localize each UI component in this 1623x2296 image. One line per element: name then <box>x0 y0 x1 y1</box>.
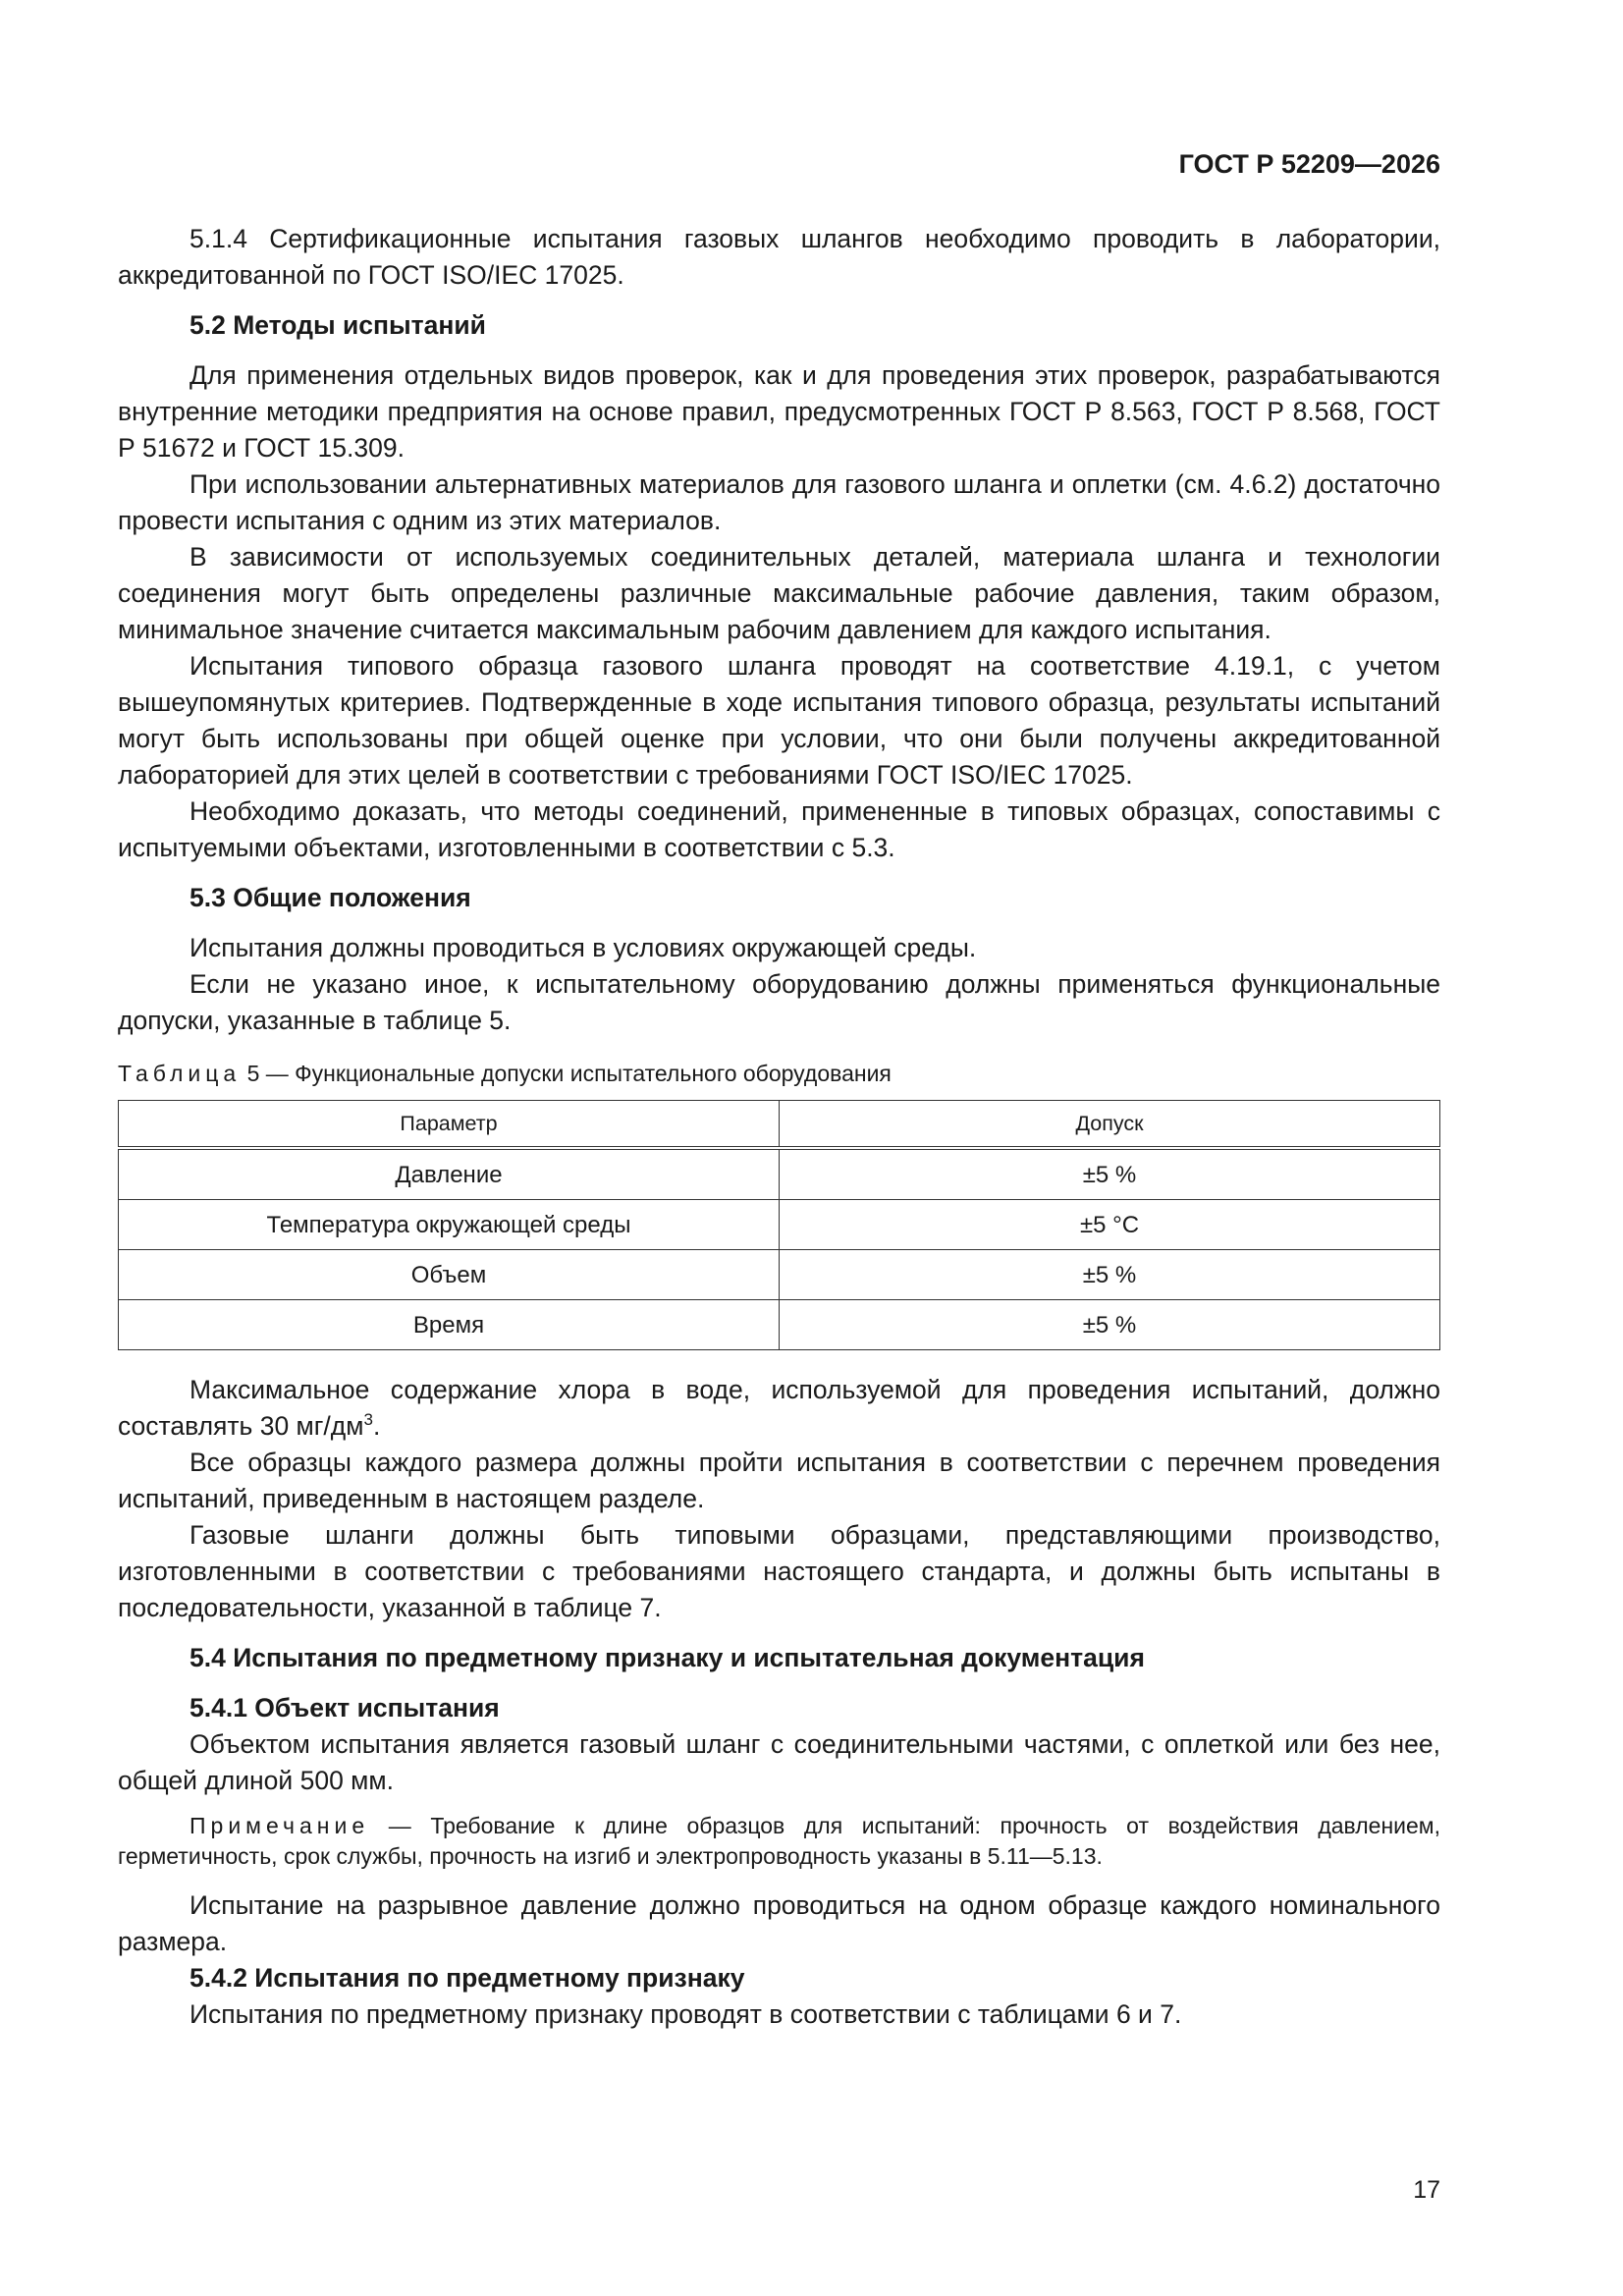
table-header-row <box>119 1101 1440 1149</box>
paragraph: Испытания должны проводиться в условиях окружающей среды. <box>189 933 977 962</box>
section-5-2-title: 5.2 Методы испытаний <box>189 310 486 340</box>
table-cell: Температура окружающей среды <box>119 1200 780 1250</box>
paragraph-chlorine <box>118 1372 1440 1445</box>
paragraph: Испытание на разрывное давление должно проводиться на одном образце каждого номинального размера. <box>118 1890 1440 1956</box>
table-caption-text: 5 — Функциональные допуски испытательного оборудования <box>241 1061 892 1086</box>
document-id-header: ГОСТ Р 52209—2026 <box>1178 149 1440 179</box>
note <box>118 1811 1440 1872</box>
section-5-4-1-title: 5.4.1 Объект испытания <box>189 1693 500 1722</box>
paragraph: Испытания типового образца газового шланга проводят на соответствие 4.19.1, с учетом вышеупомянутых критериев. Подтвержденные в ходе испытания типового образца, результаты испытаний могут быть использованы при общей оценке при условии, что они были получены аккредитованной лабораторией для этих целей в соответствии с требованиями ГОСТ ISO/IEC 17025. <box>118 651 1440 790</box>
paragraph: При использовании альтернативных материалов для газового шланга и оплетки (см. 4.6.2) достаточно провести испытания с одним из этих материалов. <box>118 469 1440 535</box>
page-number: 17 <box>1413 2176 1440 2204</box>
table-row <box>119 1300 1440 1350</box>
table-row <box>119 1250 1440 1300</box>
paragraph: Все образцы каждого размера должны пройти испытания в соответствии с перечнем проведения испытаний, приведенным в настоящем разделе. <box>118 1448 1440 1513</box>
paragraph: Необходимо доказать, что методы соединений, примененные в типовых образцах, сопоставимы с испытуемыми объектами, изготовленными в соответствии с 5.3. <box>118 796 1440 862</box>
paragraph-text: Максимальное содержание хлора в воде, используемой для проведения испытаний, должно составлять 30 мг/дм <box>118 1375 1440 1441</box>
table-cell: ±5 % <box>780 1148 1440 1200</box>
tolerance-table <box>118 1100 1440 1350</box>
table-header-cell: Допуск <box>780 1101 1440 1149</box>
table-row <box>119 1200 1440 1250</box>
paragraph-end: . <box>372 1411 381 1441</box>
paragraph: Для применения отдельных видов проверок, как и для проведения этих проверок, разрабатываются внутренние методики предприятия на основе правил, предусмотренных ГОСТ Р 8.563, ГОСТ Р 8.568, ГОСТ Р 51672 и ГОСТ 15.309. <box>118 360 1440 463</box>
section-5-4-2-title: 5.4.2 Испытания по предметному признаку <box>189 1963 745 1993</box>
paragraph-5-1-4: 5.1.4 Сертификационные испытания газовых шлангов необходимо проводить в лаборатории, аккредитованной по ГОСТ ISO/IEC 17025. <box>118 224 1440 290</box>
note-text: — Требование к длине образцов для испытаний: прочность от воздействия давлением, герметичность, срок службы, прочность на изгиб и электропроводность указаны в 5.11—5.13. <box>118 1813 1440 1869</box>
paragraph: Если не указано иное, к испытательному оборудованию должны применяться функциональные допуски, указанные в таблице 5. <box>118 969 1440 1035</box>
paragraph: Газовые шланги должны быть типовыми образцами, представляющими производство, изготовленными в соответствии с требованиями настоящего стандарта, и должны быть испытаны в последовательности, указанной в таблице 7. <box>118 1520 1440 1622</box>
table-cell: Давление <box>119 1148 780 1200</box>
table-caption-word: Таблица <box>118 1061 242 1086</box>
superscript: 3 <box>363 1410 373 1430</box>
paragraph: Испытания по предметному признаку проводят в соответствии с таблицами 6 и 7. <box>189 1999 1182 2029</box>
table-header-cell: Параметр <box>119 1101 780 1149</box>
table-row <box>119 1148 1440 1200</box>
section-5-4-title: 5.4 Испытания по предметному признаку и испытательная документация <box>189 1643 1145 1672</box>
table-cell: Объем <box>119 1250 780 1300</box>
paragraph: В зависимости от используемых соединительных деталей, материала шланга и технологии соединения могут быть определены различные максимальные рабочие давления, таким образом, минимальное значение считается максимальным рабочим давлением для каждого испытания. <box>118 542 1440 644</box>
table-cell: Время <box>119 1300 780 1350</box>
table-cell: ±5 % <box>780 1300 1440 1350</box>
section-5-3-title: 5.3 Общие положения <box>189 883 471 912</box>
table-cell: ±5 % <box>780 1250 1440 1300</box>
note-lead: Примечание <box>189 1813 370 1838</box>
page-content <box>118 221 1440 2033</box>
table-caption <box>118 1059 1440 1088</box>
table-cell: ±5 °С <box>780 1200 1440 1250</box>
paragraph: Объектом испытания является газовый шланг с соединительными частями, с оплеткой или без нее, общей длиной 500 мм. <box>118 1729 1440 1795</box>
